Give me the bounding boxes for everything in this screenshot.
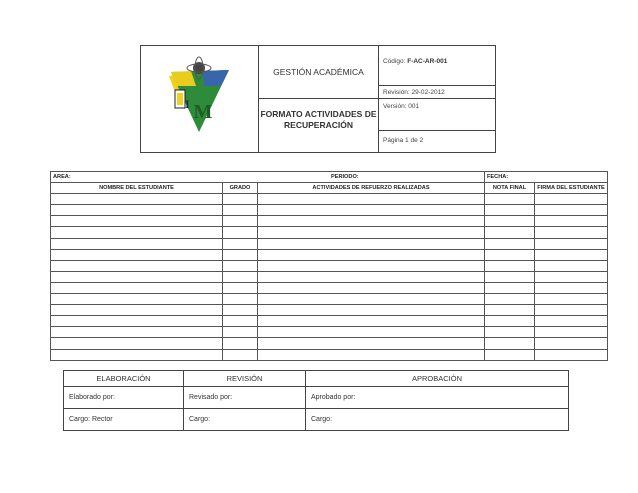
cell-nombre[interactable] [51,249,223,260]
revisado-por-field[interactable]: Revisado por: [184,387,306,409]
cell-actividades[interactable] [258,305,485,316]
cell-nombre[interactable] [51,316,223,327]
cell-grado[interactable] [223,338,258,349]
approval-row-1 [64,387,569,409]
title-cell [259,46,379,152]
table-row [51,327,608,338]
cell-grado[interactable] [223,260,258,271]
table-row [51,294,608,305]
table-row [51,349,608,360]
col-nota: NOTA FINAL [485,183,535,194]
cell-firma[interactable] [535,227,608,238]
document-info [379,46,495,152]
table-row [51,238,608,249]
svg-text:I: I [185,97,190,111]
cell-nota[interactable] [485,260,535,271]
cell-nombre[interactable] [51,349,223,360]
cell-grado[interactable] [223,316,258,327]
approval-table [63,370,569,431]
cell-nota[interactable] [485,227,535,238]
cell-actividades[interactable] [258,271,485,282]
subtitle-line-1: FORMATO ACTIVIDADES DE [260,109,377,119]
cell-nota[interactable] [485,338,535,349]
cell-grado[interactable] [223,227,258,238]
col-grado: GRADO [223,183,258,194]
code-label: Código: [383,58,406,65]
cell-nombre[interactable] [51,271,223,282]
cell-nombre[interactable] [51,238,223,249]
area-field[interactable] [51,172,485,183]
cell-nota[interactable] [485,271,535,282]
column-headers [51,183,608,194]
cell-nota[interactable] [485,205,535,216]
table-row [51,316,608,327]
cell-actividades[interactable] [258,249,485,260]
cell-nombre[interactable] [51,260,223,271]
cell-actividades[interactable] [258,194,485,205]
area-label: AREA: [53,173,71,180]
approval-row-2 [64,409,569,431]
header-title: GESTIÓN ACADÉMICA [259,46,378,99]
code-value: F-AC-AR-001 [407,58,448,65]
cell-nota[interactable] [485,282,535,293]
cell-firma[interactable] [535,338,608,349]
table-row [51,249,608,260]
cell-firma[interactable] [535,260,608,271]
fecha-label: FECHA: [487,173,509,180]
cell-grado[interactable] [223,271,258,282]
aprobacion-header: APROBACIÓN [306,371,569,387]
elaborado-por-field[interactable]: Elaborado por: [64,387,184,409]
periodo-label: PERIODO: [331,173,359,180]
cell-grado[interactable] [223,205,258,216]
cell-grado[interactable] [223,327,258,338]
cell-actividades[interactable] [258,316,485,327]
fecha-field[interactable] [485,172,608,183]
version-row: Versión: 001 [379,99,495,131]
revision-row: Revisión: 29-02-2012 [379,86,495,99]
cell-nombre[interactable] [51,205,223,216]
cell-firma[interactable] [535,194,608,205]
recovery-activities-table [50,171,608,361]
cell-firma[interactable] [535,349,608,360]
cell-nombre[interactable] [51,327,223,338]
svg-text:M: M [193,101,213,123]
cell-actividades[interactable] [258,282,485,293]
cell-firma[interactable] [535,327,608,338]
elaboracion-header: ELABORACIÓN [64,371,184,387]
cell-actividades[interactable] [258,349,485,360]
cell-nombre[interactable] [51,282,223,293]
cell-nota[interactable] [485,305,535,316]
cell-firma[interactable] [535,305,608,316]
page-row: Página 1 de 2 [383,137,424,144]
table-body [51,194,608,360]
cell-actividades[interactable] [258,327,485,338]
cell-firma[interactable] [535,205,608,216]
cell-nombre[interactable] [51,294,223,305]
cell-grado[interactable] [223,216,258,227]
cell-nota[interactable] [485,249,535,260]
aprobado-por-field[interactable]: Aprobado por: [306,387,569,409]
cell-actividades[interactable] [258,260,485,271]
cell-firma[interactable] [535,282,608,293]
cell-actividades[interactable] [258,294,485,305]
cell-nota[interactable] [485,194,535,205]
cell-firma[interactable] [535,216,608,227]
cell-actividades[interactable] [258,238,485,249]
document-header [140,45,496,153]
cargo-elaboracion-field[interactable]: Cargo: Rector [64,409,184,431]
table-row [51,282,608,293]
table-row [51,194,608,205]
cell-grado[interactable] [223,305,258,316]
logo-cell [141,46,259,152]
revision-header: REVISIÓN [184,371,306,387]
cell-nota[interactable] [485,327,535,338]
cell-firma[interactable] [535,271,608,282]
area-row [51,172,608,183]
cell-nombre[interactable] [51,305,223,316]
cell-nota[interactable] [485,216,535,227]
cell-firma[interactable] [535,316,608,327]
cell-nombre[interactable] [51,338,223,349]
cell-firma[interactable] [535,238,608,249]
cell-actividades[interactable] [258,338,485,349]
cell-grado[interactable] [223,349,258,360]
cell-nota[interactable] [485,316,535,327]
cell-nota[interactable] [485,294,535,305]
col-nombre: NOMBRE DEL ESTUDIANTE [51,183,223,194]
table-row [51,216,608,227]
cell-nota[interactable] [485,349,535,360]
table-row [51,260,608,271]
cell-actividades[interactable] [258,227,485,238]
cell-grado[interactable] [223,282,258,293]
cell-actividades[interactable] [258,205,485,216]
cell-actividades[interactable] [258,216,485,227]
cell-nota[interactable] [485,238,535,249]
cargo-aprobacion-field[interactable]: Cargo: [306,409,569,431]
cell-firma[interactable] [535,249,608,260]
table-row [51,305,608,316]
cell-nombre[interactable] [51,216,223,227]
cell-grado[interactable] [223,194,258,205]
school-crest-logo-icon [141,46,259,152]
cargo-revision-field[interactable]: Cargo: [184,409,306,431]
cell-firma[interactable] [535,294,608,305]
header-subtitle [259,99,378,152]
cell-grado[interactable] [223,294,258,305]
approval-headers [64,371,569,387]
table-row [51,338,608,349]
cell-grado[interactable] [223,238,258,249]
col-firma: FIRMA DEL ESTUDIANTE [535,183,608,194]
cell-grado[interactable] [223,249,258,260]
subtitle-line-2: RECUPERACIÓN [284,120,353,130]
cell-nombre[interactable] [51,194,223,205]
cell-nombre[interactable] [51,227,223,238]
table-row [51,271,608,282]
table-row [51,227,608,238]
code-row [379,46,495,86]
col-actividades: ACTIVIDADES DE REFUERZO REALIZADAS [258,183,485,194]
table-row [51,205,608,216]
